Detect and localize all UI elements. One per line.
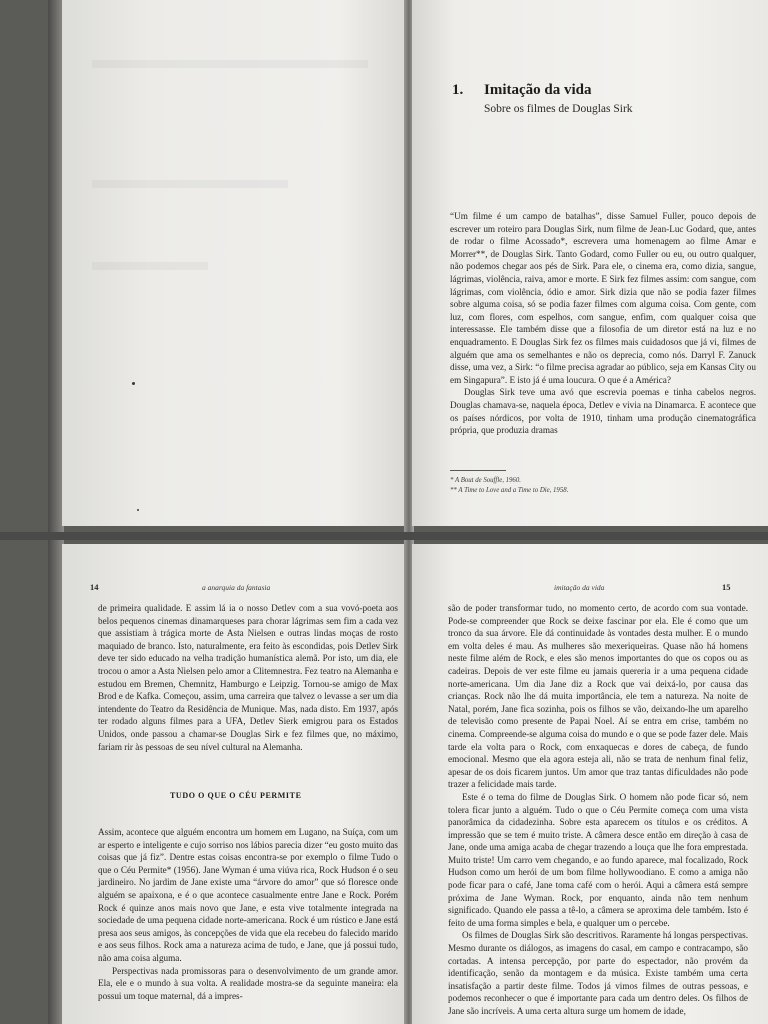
paragraph: Douglas Sirk teve uma avó que escrevia poemas e tinha cabelos negros. Douglas chamava-se, naquela época, Detlev e vivia na Dinamarca. E acontece que os países nórdicos, por volta de 1910, tinham uma produção cinematográfica própria, que produzia dramas [450, 387, 756, 436]
body-text [448, 602, 748, 1018]
paragraph: de primeira qualidade. E assim lá ia o nosso Detlev com a sua vovó-poeta aos belos pequenos cinemas dinamarqueses para chorar lágrimas sem fim a cada vez que assistiam à trágica morte de Asta Nielsen e outras lindas moças de rosto maquiado de branco. Isto, naturalmente, era feito às escondidas, pois Detlev Sirk deve ter sido educado na velha tradição humanística alemã. Por isto, um dia, ele trocou o amor a Asta Nielsen pelo amor a Clitemnestra. Fez teatro na Alemanha e estudou em Bremen, Chemnitz, Hamburgo e Leipzig. Tornou-se amigo de Max Brod e de Kafka. Começou, assim, uma carreira que talvez o levasse a ser um dia intendente do Teatro da Residência de Munique. Mas, nada disto. Em 1937, após ter rodado alguns filmes para a UFA, Detlev Sierk emigrou para os Estados Unidos, onde passou a chamar-se Douglas Sirk e fez filmes que, no máximo, fariam rir às pessoas de seu nível cultural na Alemanha. [98, 603, 398, 752]
show-through [92, 180, 288, 188]
running-head: imitação da vida [554, 583, 605, 592]
show-through [92, 60, 368, 68]
bottom-spread [0, 540, 768, 1024]
body-text [98, 602, 398, 753]
body-text [450, 210, 756, 437]
chapter-heading [452, 82, 592, 99]
chapter-number: 1. [452, 82, 464, 98]
paragraph: Perspectivas nada promissoras para o desenvolvimento de um grande amor. Ela, ele e o mundo à sua volta. A realidade mostra-se da seguinte maneira: ela possui um toque maternal, dá a impres- [98, 965, 398, 1001]
paragraph: são de poder transformar tudo, no momento certo, de acordo com sua vontade. Pode-se compreender que Rock se deixe fascinar por ela. Ele é como que um tronco da sua árvore. Ele dá continuidade às vontades desta mulher. E o mundo em volta deles é mau. As mulheres são mexeriqueiras. Quase não há homens neste filme além de Rock, e eles são menos importantes do que os copos ou as cadeiras. Depois de ver este filme eu jamais quereria ir a uma pequena cidade norte-americana. Um dia Jane diz a Rock que vai deixá-lo, por causa das crianças. Rock não lhe dá muita importância, ele tem a natureza. Na noite de Natal, porém, Jane fica sozinha, pois os filhos se vão, deixando-lhe um aparelho de televisão como presente de Papai Noel. Aí se entra em crise, também no cinema. Compreende-se alguma coisa do mundo e o que se pode fazer dele. Mais tarde ela volta para o Rock, com enxaquecas e dores de cabeça, de fundo emocional. Mesmo que ela agora esteja ali, não se trata de nenhum final feliz, apesar de os dois ficarem juntos. Um amor que traz tantas dificuldades não pode trazer a felicidade mais tarde. [448, 603, 748, 790]
left-page [62, 544, 408, 1024]
footnotes [450, 476, 750, 496]
paragraph: Assim, acontece que alguém encontra um homem em Lugano, na Suíça, com um ar esperto e inteligente e cujo sorriso nos lábios parecia dizer “eu gosto muito das coisas que já fiz”. Dentre estas coisas encontra-se por exemplo o filme Tudo o que o Céu Permite* (1956). Jane Wyman é uma viúva rica, Rock Hudson é o seu jardineiro. No jardim de Jane existe uma “árvore do amor” que só floresce onde alguém se apaixona, e é o que acontece casualmente entre Jane e Rock. Porém Rock é quinze anos mais novo que Jane, e esta vive totalmente integrada na sociedade de uma pequena cidade norte-americana. Rock é um rústico e Jane está presa aos seus amigos, às concepções de vida que ela recebeu do falecido marido e aos seus filhos. Rock ama a natureza acima de tudo, e Jane, que já possui tudo, não ama coisa alguma. [98, 827, 398, 963]
blank-left-page [62, 0, 408, 526]
chapter-opening-page [412, 0, 768, 526]
page-number: 14 [90, 582, 99, 592]
right-page [412, 544, 768, 1024]
footnote: ** A Time to Love and a Time to Die, 1958. [450, 487, 569, 494]
body-text [98, 826, 398, 1002]
chapter-subtitle: Sobre os filmes de Douglas Sirk [484, 103, 633, 115]
ink-speck [137, 509, 139, 511]
paragraph: Este é o tema do filme de Douglas Sirk. O homem não pode ficar só, nem tolera ficar junto a alguém. Tudo o que o Céu Permite começa com uma vista panorâmica da cidadezinha. Sobre esta aparecem os títulos e os créditos. A impressão que se tem é muito triste. A câmera desce então em direção à casa de Jane, onde uma amiga acaba de chegar trazendo a louça que lhe fora emprestada. Muito triste! Um carro vem chegando, e ao fundo aparece, mal focalizado, Rock Hudson como um herói de um bom filme hollywoodiano. E como a amiga não pode ficar para o café, Jane toma café com o herói. Aqui a câmera está sempre próxima de Jane Wyman. Rock, por enquanto, ainda não tem nenhum significado. Quando ele passa a tê-lo, a câmera se aproxima dele também. Isto é feito de uma forma simples e bela, e qualquer um o percebe. [448, 791, 748, 928]
section-heading: TUDO O QUE O CÉU PERMITE [170, 791, 302, 800]
paragraph: Os filmes de Douglas Sirk são descritivos. Raramente há longas perspectivas. Mesmo durante os diálogos, as imagens do casal, em campo e contracampo, são cortadas. A intensa percepção, por parte do espectador, não provém da identificação, senão da montagem e da música. Existe também uma certa insatisfação a partir deste filme. Todos já vimos filmes de outras pessoas, e podemos reconhecer o que é importante para cada um dentro deles. Os filhos de Jane são incríveis. A uma certa altura surge um homem de idade, [448, 930, 748, 1016]
ink-speck [132, 382, 135, 385]
footnote: * A Bout de Souffle, 1960. [450, 477, 521, 484]
page-number: 15 [722, 582, 731, 592]
chapter-title: Imitação da vida [484, 82, 592, 98]
show-through [92, 262, 208, 270]
running-head: a anarquia da fantasia [202, 583, 271, 592]
footnote-rule [450, 470, 506, 471]
paragraph: “Um filme é um campo de batalhas”, disse Samuel Fuller, pouco depois de escrever um roteiro para Douglas Sirk, num filme de Jean-Luc Godard, que, antes de rodar o filme Acossado*, escrevera uma homenagem ao filme Amar e Morrer**, de Douglas Sirk. Tanto Godard, como Fuller ou eu, ou outro qualquer, não podemos chegar aos pés de Sirk. Para ele, o cinema era, como dizia, sangue, lágrimas, violência, raiva, amor e morte. E Sirk fez filmes assim: com sangue, com lágrimas, com violência, ódio e amor. Sirk dizia que não se podia fazer filmes sobre alguma coisa, só se podia fazer filmes com alguma coisa. Com gente, com luz, com flores, com espelhos, com sangue, enfim, com qualquer coisa que interessasse. Ele também disse que a filosofia de um diretor está na luz e no enquadramento. E Douglas Sirk fez os filmes mais cuidadosos que já vi, filmes de alguém que ama os semelhantes e não os deprecia, como nós. Darryl F. Zanuck disse, uma vez, a Sirk: “o filme precisa agradar ao público, seja em Kansas City ou em Singapura”. E isto já é uma loucura. O que é a América? [450, 211, 756, 385]
